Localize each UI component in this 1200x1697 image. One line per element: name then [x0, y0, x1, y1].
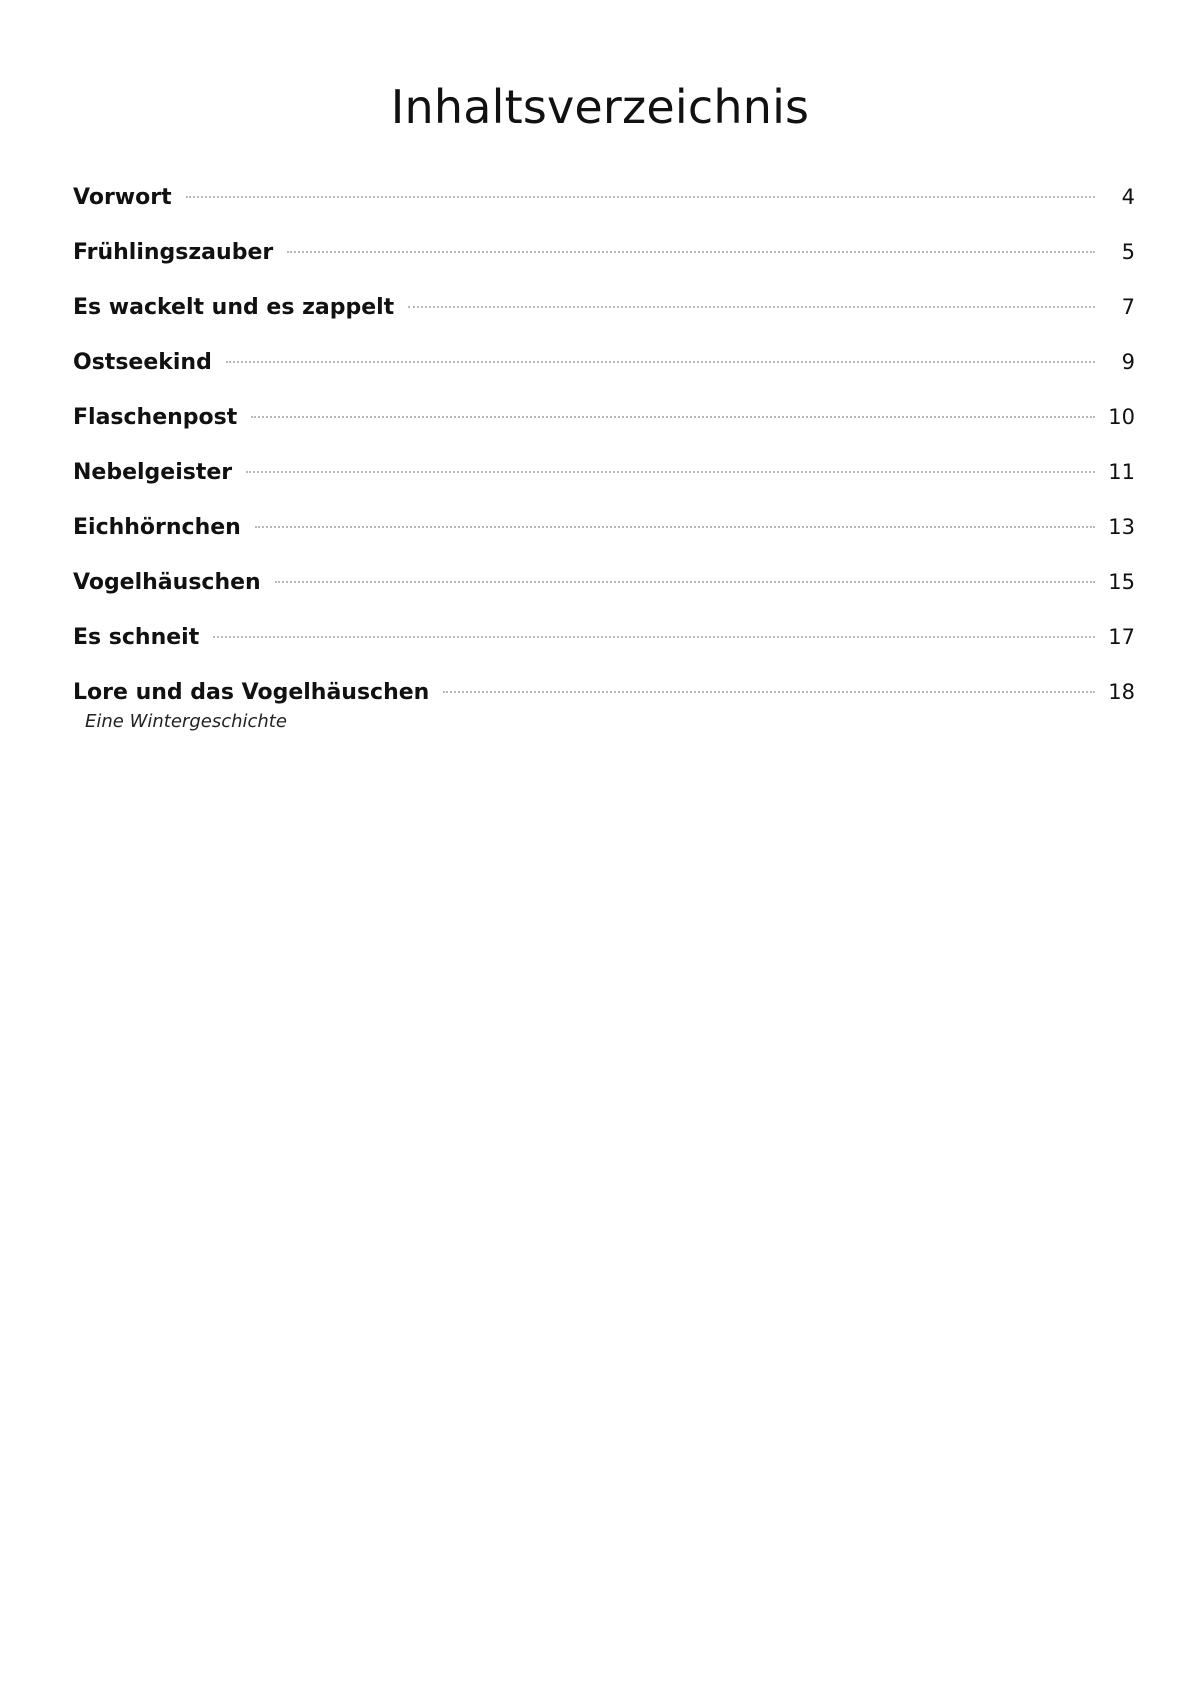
- dot-leader: [255, 526, 1095, 528]
- toc-entry-flaschenpost: [73, 400, 1135, 455]
- toc-page-number: 9: [1121, 350, 1135, 374]
- toc-entry-title: Nebelgeister: [73, 460, 233, 485]
- toc-entry-title: Vogelhäuschen: [73, 570, 261, 595]
- toc-entry-title: Frühlingszauber: [73, 240, 274, 265]
- page-title: Inhaltsverzeichnis: [390, 80, 810, 134]
- dot-leader: [246, 471, 1095, 473]
- toc-page-number: 5: [1121, 240, 1135, 264]
- toc-entry-title: Es schneit: [73, 625, 200, 650]
- toc-entry-title: Ostseekind: [73, 350, 212, 375]
- dot-leader: [275, 581, 1095, 583]
- dot-leader: [186, 196, 1095, 198]
- toc-entry-title: Vorwort: [73, 185, 172, 210]
- dot-leader: [226, 361, 1095, 363]
- toc-page-number: 11: [1108, 460, 1135, 484]
- dot-leader: [213, 636, 1095, 638]
- toc-entry-lore: [73, 675, 1135, 730]
- toc-entry-subtitle: Eine Wintergeschichte: [85, 711, 287, 732]
- toc-entry-vorwort: [73, 180, 1135, 235]
- toc-list: [73, 180, 1135, 730]
- dot-leader: [443, 691, 1095, 693]
- toc-entry-title: Flaschenpost: [73, 405, 238, 430]
- toc-entry-fruehlingszauber: [73, 235, 1135, 290]
- toc-entry-eichhoernchen: [73, 510, 1135, 565]
- toc-page-number: 10: [1108, 405, 1135, 429]
- toc-page-number: 13: [1108, 515, 1135, 539]
- dot-leader: [287, 251, 1095, 253]
- toc-entry-title: Es wackelt und es zappelt: [73, 295, 395, 320]
- toc-page-number: 7: [1121, 295, 1135, 319]
- toc-entry-title: Lore und das Vogelhäuschen: [73, 680, 430, 705]
- toc-entry-vogelhaeuschen: [73, 565, 1135, 620]
- toc-entry-es-schneit: [73, 620, 1135, 675]
- toc-entry-ostseekind: [73, 345, 1135, 400]
- dot-leader: [408, 306, 1095, 308]
- toc-page-number: 17: [1108, 625, 1135, 649]
- dot-leader: [251, 416, 1095, 418]
- toc-page-number: 15: [1108, 570, 1135, 594]
- toc-entry-title: Eichhörnchen: [73, 515, 241, 540]
- toc-page-number: 18: [1108, 680, 1135, 704]
- toc-page-number: 4: [1121, 185, 1135, 209]
- toc-entry-nebelgeister: [73, 455, 1135, 510]
- toc-entry-es-wackelt: [73, 290, 1135, 345]
